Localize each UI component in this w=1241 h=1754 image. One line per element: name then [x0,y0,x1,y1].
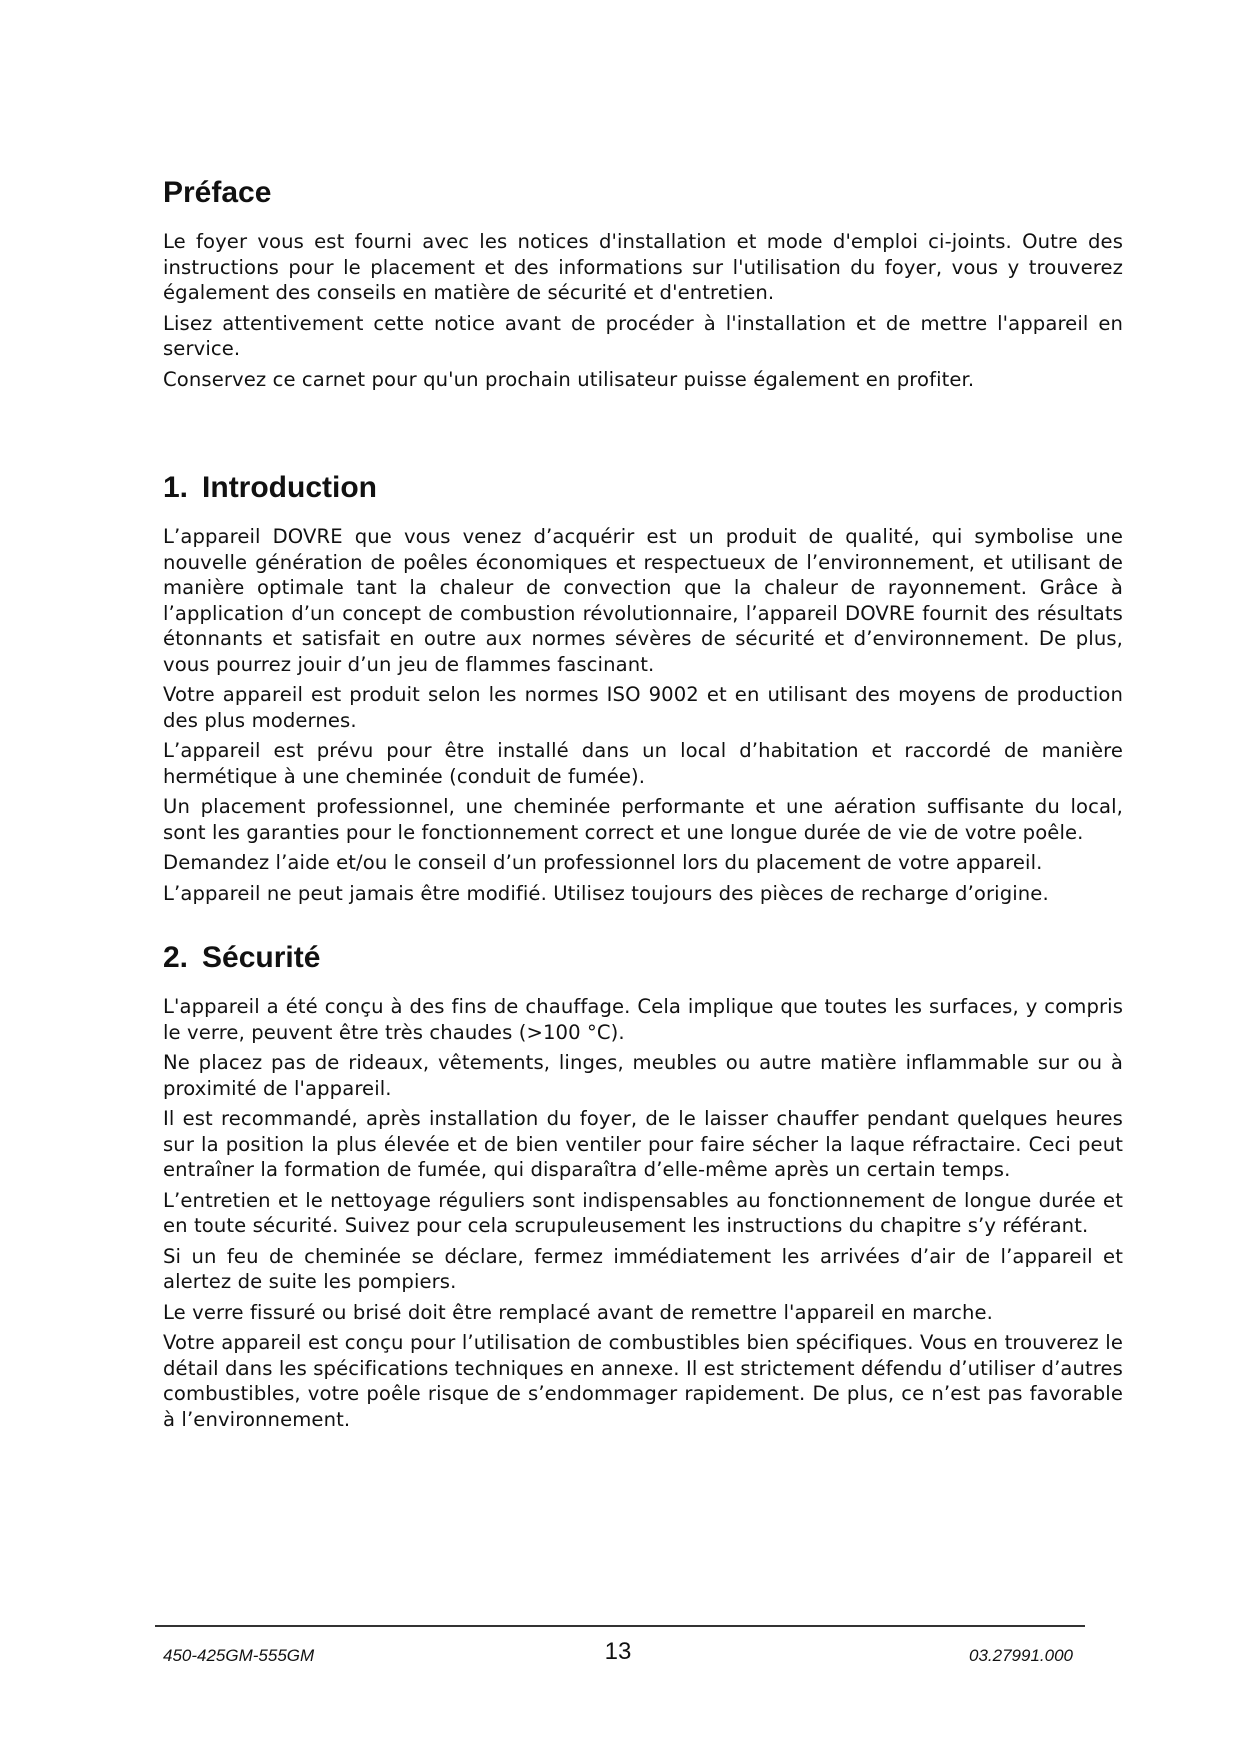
footer-model: 450-425GM-555GM [163,1646,315,1665]
introduction-section [163,470,1123,906]
introduction-paragraph-2: Votre appareil est produit selon les normes ISO 9002 et en utilisant des moyens de production des plus modernes. [163,683,1123,732]
securite-paragraph-7: Votre appareil est conçu pour l’utilisation de combustibles bien spécifiques. Vous en trouverez le détail dans les spécifications techniques en annexe. Il est strictement défendu d’utiliser d’autres combustibles, votre poêle risque de s’endommager rapidement. De plus, ce n’est pas favorable à l’environnement. [163,1331,1123,1431]
introduction-paragraph-5: Demandez l’aide et/ou le conseil d’un professionnel lors du placement de votre appareil. [163,851,1043,874]
footer-reference: 03.27991.000 [969,1646,1073,1665]
preface-paragraph-1: Le foyer vous est fourni avec les notices d'installation et mode d'emploi ci-joints. Outre des instructions pour le placement et des informations sur l'utilisation du foyer, vous y trouverez également des conseils en matière de sécurité et d'entretien. [163,230,1123,304]
introduction-heading [163,470,1123,506]
preface-paragraph-2: Lisez attentivement cette notice avant de procéder à l'installation et de mettre l'appareil en service. [163,311,1123,360]
footer-page-number: 13 [604,1638,632,1665]
page-footer [163,1638,1073,1668]
introduction-paragraph-4: Un placement professionnel, une cheminée performante et une aération suffisante du local, sont les garanties pour le fonctionnement correct et une longue durée de vie de votre poêle. [163,795,1123,844]
document-page [163,175,1123,1437]
introduction-title: Introduction [202,471,377,504]
securite-paragraph-5: Si un feu de cheminée se déclare, fermez immédiatement les arrivées d’air de l’appareil et alertez de suite les pompiers. [163,1244,1123,1293]
introduction-number: 1. [163,471,189,504]
introduction-paragraph-3: L’appareil est prévu pour être installé dans un local d’habitation et raccordé de manière hermétique à une cheminée (conduit de fumée). [163,739,1123,788]
securite-section [163,940,1123,1432]
securite-paragraph-4: L’entretien et le nettoyage réguliers sont indispensables au fonctionnement de longue durée et en toute sécurité. Suivez pour cela scrupuleusement les instructions du chapitre s’y référant. [163,1188,1123,1237]
footer-divider [155,1625,1085,1627]
securite-heading [163,940,1123,976]
securite-paragraph-6: Le verre fissuré ou brisé doit être remplacé avant de remettre l'appareil en marche. [163,1300,993,1324]
securite-paragraph-1: L'appareil a été conçu à des fins de chauffage. Cela implique que toutes les surfaces, y compris le verre, peuvent être très chaudes (>100 °C). [163,995,1123,1044]
preface-paragraph-3: Conservez ce carnet pour qu'un prochain utilisateur puisse également en profiter. [163,367,975,391]
introduction-paragraph-6: L’appareil ne peut jamais être modifié. Utilisez toujours des pièces de recharge d’origine. [163,881,1049,905]
preface-section [163,175,1123,392]
securite-title: Sécurité [202,941,321,974]
preface-heading [163,175,1123,211]
preface-title: Préface [163,176,272,209]
securite-number: 2. [163,941,189,974]
introduction-paragraph-1: L’appareil DOVRE que vous venez d’acquérir est un produit de qualité, qui symbolise une nouvelle génération de poêles économiques et respectueux de l’environnement, et utilisant de manière optimale tant la chaleur de convection que la chaleur de rayonnement. Grâce à l’application d’un concept de combustion révolutionnaire, l’appareil DOVRE fournit des résultats étonnants et satisfait en outre aux normes sévères de sécurité et d’environnement. De plus, vous pourrez jouir d’un jeu de flammes fascinant. [163,525,1123,676]
securite-paragraph-3: Il est recommandé, après installation du foyer, de le laisser chauffer pendant quelques heures sur la position la plus élevée et de bien ventiler pour faire sécher la laque réfractaire. Ceci peut entraîner la formation de fumée, qui disparaîtra d’elle-même après un certain temps. [163,1107,1123,1181]
securite-paragraph-2: Ne placez pas de rideaux, vêtements, linges, meubles ou autre matière inflammable sur ou à proximité de l'appareil. [163,1051,1123,1100]
